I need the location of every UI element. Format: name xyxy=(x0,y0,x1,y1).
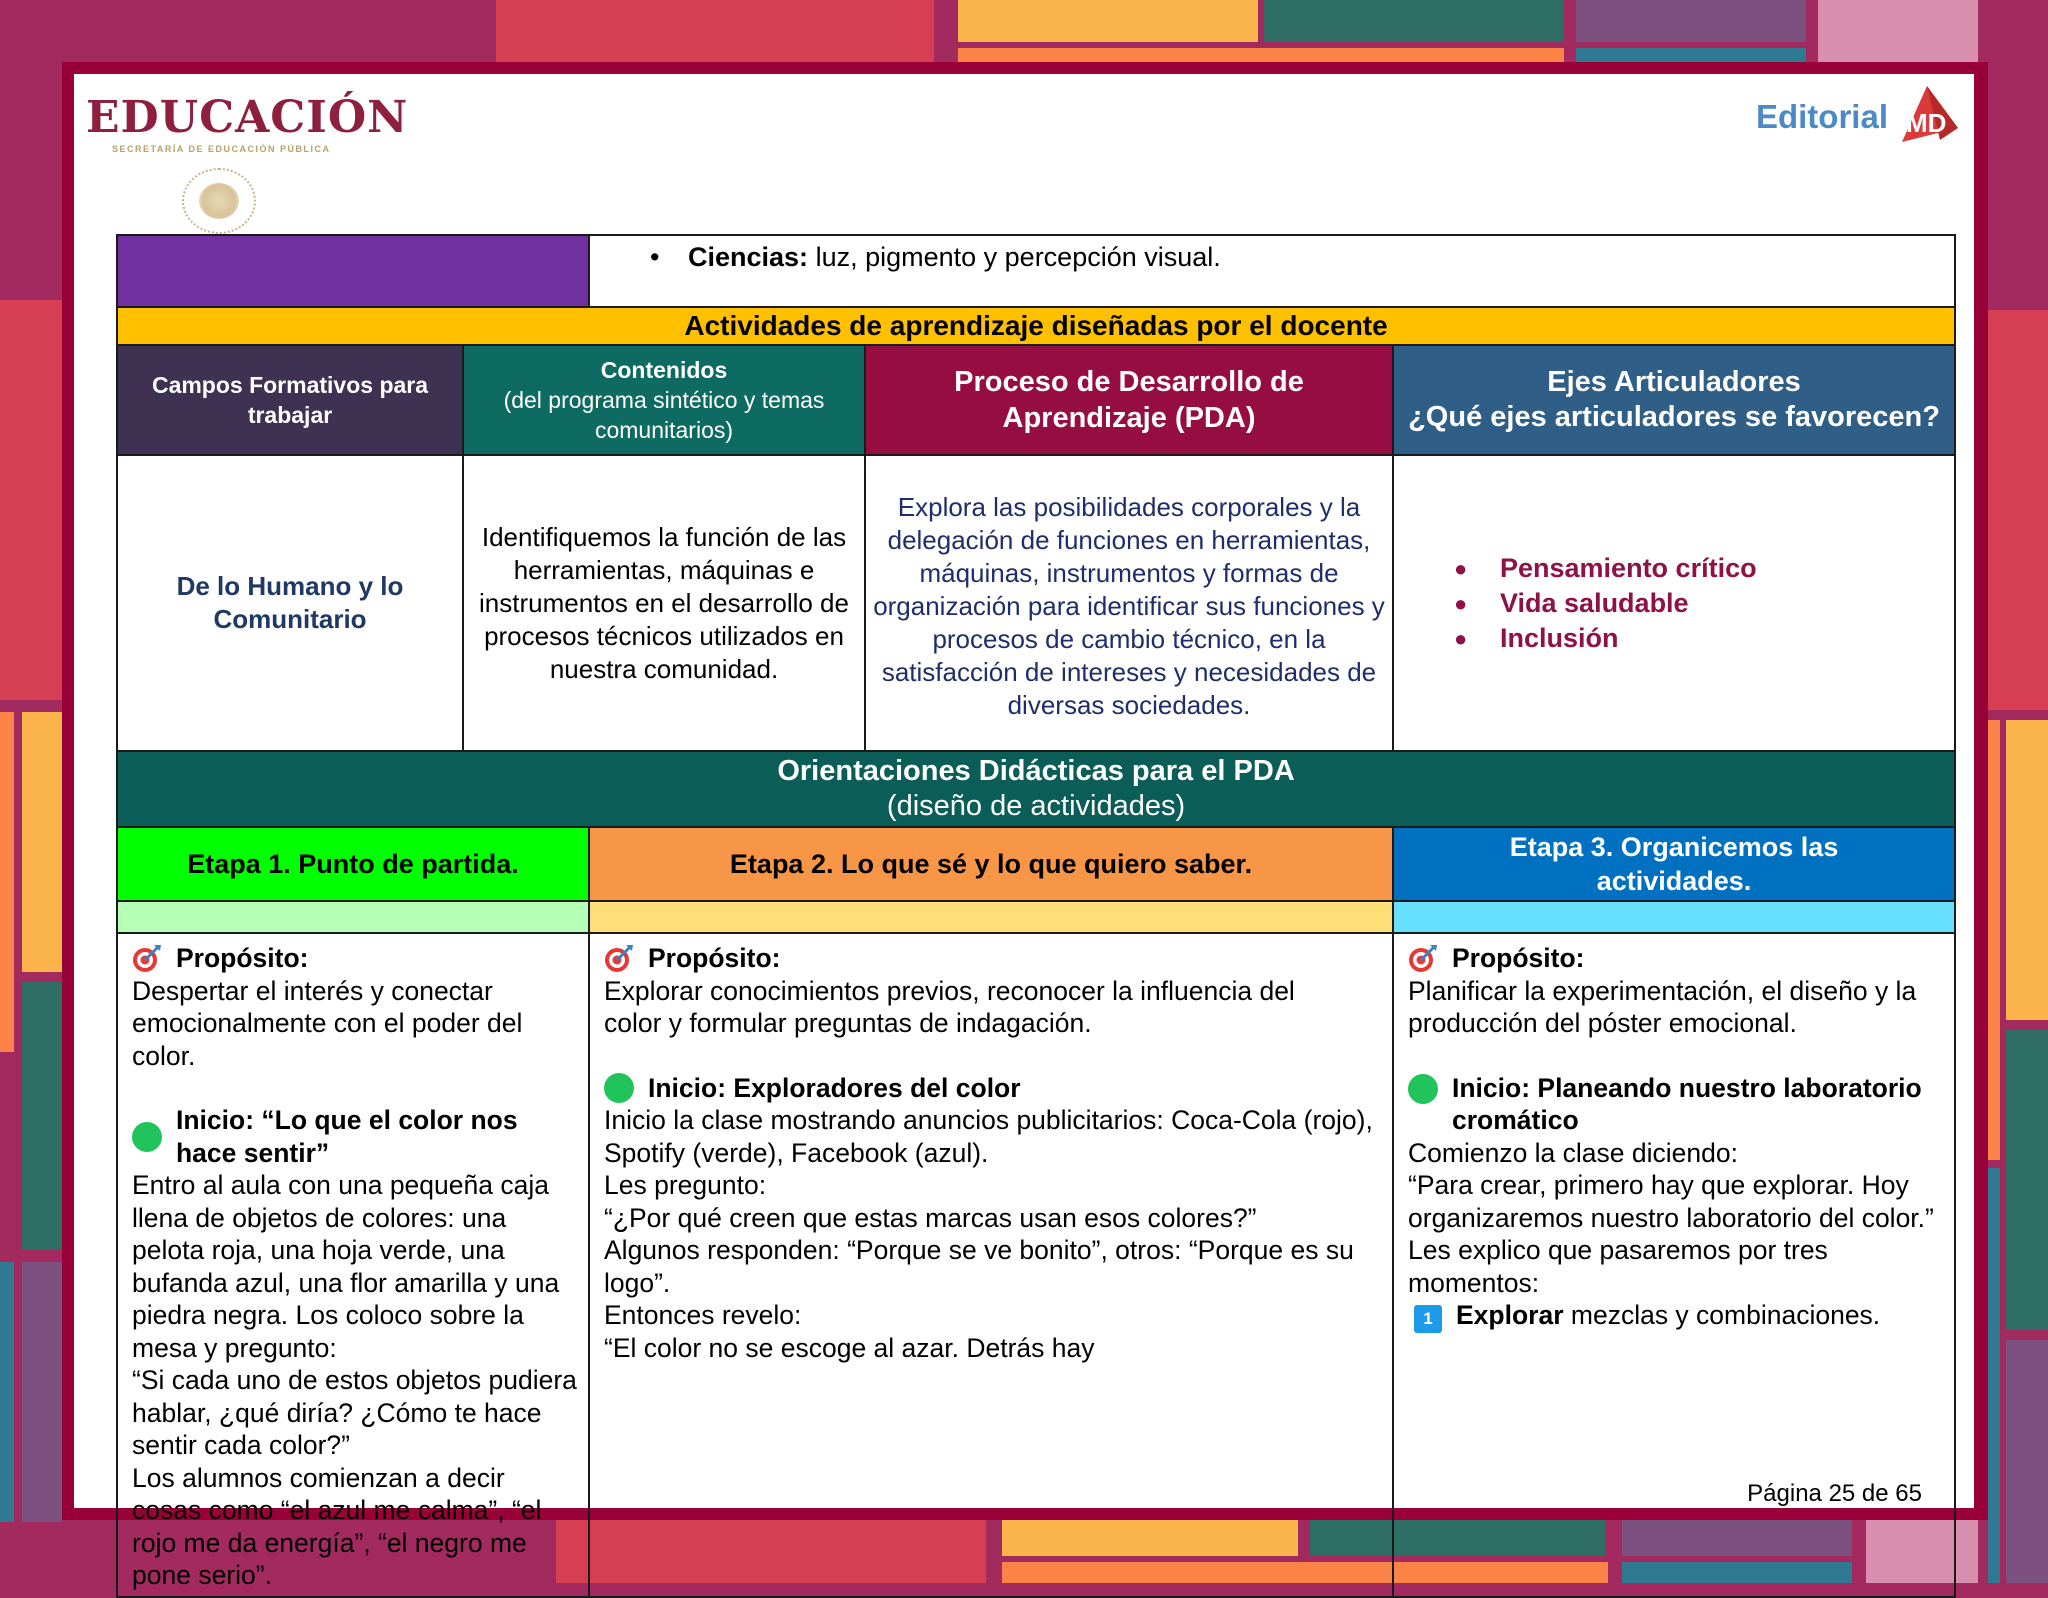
inicio-heading: Inicio: “Lo que el color nos hace sentir” xyxy=(132,1104,578,1169)
header-pda: Proceso de Desarrollo de Aprendizaje (PDA) xyxy=(865,345,1393,455)
green-circle-icon xyxy=(132,1122,162,1152)
inicio-heading: Inicio: Planeando nuestro laboratorio cromático xyxy=(1408,1072,1944,1137)
orientaciones-subtitle: (diseño de actividades) xyxy=(886,790,1186,822)
purple-label-cell xyxy=(117,235,589,307)
activities-title-bar: Actividades de aprendizaje diseñadas por el docente xyxy=(117,307,1955,345)
ciencias-cell xyxy=(589,235,1955,307)
etapa-2-subbar xyxy=(589,901,1393,933)
step-item: 1 Explorar mezclas y combinaciones. xyxy=(1408,1299,1944,1333)
etapa-2-header: Etapa 2. Lo que sé y lo que quiero saber. xyxy=(589,827,1393,901)
md-triangle-logo-icon xyxy=(1892,82,1962,152)
etapa-2-content xyxy=(589,933,1393,1597)
eje-item: ● Pensamiento crítico xyxy=(1454,551,1954,586)
proposito-heading: Propósito: xyxy=(132,942,578,975)
planning-table xyxy=(116,234,1956,1598)
contenidos-subtitle: (del programa sintético y temas comunitarios) xyxy=(503,387,825,443)
green-circle-icon xyxy=(1408,1074,1438,1104)
paragraph: Comienzo la clase diciendo: xyxy=(1408,1137,1738,1168)
orientaciones-bar xyxy=(117,751,1955,827)
ciencias-text: luz, pigmento y percepción visual. xyxy=(808,242,1221,272)
ejes-question: ¿Qué ejes articuladores se favorecen? xyxy=(1408,401,1940,433)
etapa-1-header: Etapa 1. Punto de partida. xyxy=(117,827,589,901)
page-number: Página 25 de 65 xyxy=(1747,1480,1922,1507)
proposito-text: Planificar la experimentación, el diseño y la producción del póster emocional. xyxy=(1408,975,1917,1038)
etapa-3-header: Etapa 3. Organicemos las actividades. xyxy=(1393,827,1955,901)
bullet-icon: • xyxy=(650,242,660,272)
etapa-3-subbar xyxy=(1393,901,1955,933)
header-campos-formativos: Campos Formativos para trabajar xyxy=(117,345,463,455)
proposito-text: Despertar el interés y conectar emocionalmente con el poder del color. xyxy=(132,975,523,1071)
paragraph: Inicio la clase mostrando anuncios publicitarios: Coca-Cola (rojo), Spotify (verde), Facebook (azul). xyxy=(604,1105,1373,1168)
ciencias-label: Ciencias: xyxy=(688,242,809,272)
contenido-value: Identifiquemos la función de las herramientas, máquinas e instrumentos en el desarrollo de procesos técnicos utilizados en nuestra comunidad. xyxy=(463,455,865,751)
green-circle-icon xyxy=(604,1073,634,1103)
header-contenidos xyxy=(463,345,865,455)
orientaciones-title: Orientaciones Didácticas para el PDA xyxy=(777,755,1295,787)
paragraph: “El color no se escoge al azar. Detrás hay xyxy=(604,1332,1095,1363)
md-logo-mark: MD xyxy=(1906,108,1947,138)
paragraph: Los alumnos comienzan a decir cosas como “el azul me calma”, “el rojo me da energía”, “el negro me pone serio”. xyxy=(132,1462,542,1590)
contenidos-title: Contenidos xyxy=(600,357,728,383)
pda-value: Explora las posibilidades corporales y la delegación de funciones en herramientas, máquinas, instrumentos y formas de organización para identificar sus funciones y procesos de cambio técnico, en la satisfacción de intereses y necesidades de diversas sociedades. xyxy=(865,455,1393,751)
bullet-icon: ● xyxy=(1454,625,1468,651)
editorial-md-logo xyxy=(1756,82,1962,152)
bullet-icon: ● xyxy=(1454,590,1468,616)
publisher-logo-text: Editorial xyxy=(1755,98,1888,135)
paragraph: Entro al aula con una pequeña caja llena de objetos de colores: una pelota roja, una hoja verde, una bufanda azul, una flor amarilla y una piedra negra. Los coloco sobre la mesa y pregunto: xyxy=(132,1170,560,1363)
paragraph: Les explico que pasaremos por tres momentos: xyxy=(1408,1235,1828,1298)
paragraph: “Para crear, primero hay que explorar. Hoy organizaremos nuestro laboratorio del color.” xyxy=(1408,1170,1934,1233)
ejes-list-cell xyxy=(1393,455,1955,751)
etapa-1-subbar xyxy=(117,901,589,933)
sep-logo-title: EDUCACIÓN xyxy=(86,92,409,143)
header-ejes-articuladores xyxy=(1393,345,1955,455)
target-dart-icon xyxy=(604,943,634,973)
paragraph: Les pregunto: xyxy=(604,1170,767,1200)
ejes-list xyxy=(1394,551,1954,656)
paragraph: “¿Por qué creen que estas marcas usan esos colores?” xyxy=(604,1202,1257,1233)
target-dart-icon xyxy=(132,943,162,973)
ejes-title: Ejes Articuladores xyxy=(1547,366,1801,398)
paragraph: Entonces revelo: xyxy=(604,1300,802,1330)
number-one-badge-icon: 1 xyxy=(1414,1305,1442,1333)
campo-formativo-value: De lo Humano y lo Comunitario xyxy=(117,455,463,751)
proposito-heading: Propósito: xyxy=(604,942,1382,975)
target-dart-icon xyxy=(1408,943,1438,973)
etapa-1-content xyxy=(117,933,589,1597)
eje-item: ● Vida saludable xyxy=(1454,586,1954,621)
eje-item: ● Inclusión xyxy=(1454,621,1954,656)
paragraph: Algunos responden: “Porque se ve bonito”, otros: “Porque es su logo”. xyxy=(604,1235,1354,1298)
proposito-heading: Propósito: xyxy=(1408,942,1944,975)
inicio-heading: Inicio: Exploradores del color xyxy=(604,1072,1382,1105)
sep-logo-subtitle: SECRETARÍA DE EDUCACIÓN PÚBLICA xyxy=(112,144,331,154)
bullet-icon: ● xyxy=(1454,555,1468,581)
coat-of-arms-seal-icon xyxy=(182,168,256,234)
paragraph: “Si cada uno de estos objetos pudiera hablar, ¿qué diría? ¿Cómo te hace sentir cada color?” xyxy=(132,1365,577,1460)
proposito-text: Explorar conocimientos previos, reconocer la influencia del color y formular preguntas de indagación. xyxy=(604,975,1295,1038)
